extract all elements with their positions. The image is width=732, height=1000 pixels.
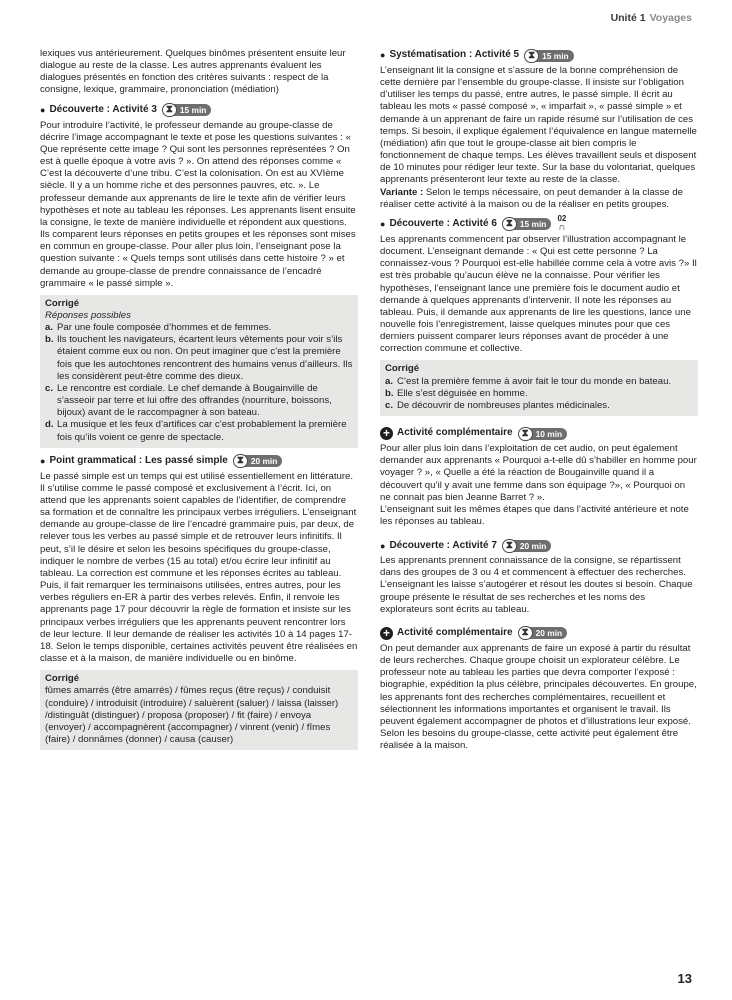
- section-heading-activite-5: [380, 48, 698, 63]
- variante-label: Variante :: [380, 186, 424, 198]
- duration-label: 20 min: [529, 627, 568, 639]
- section-title: Point grammatical : Les passé simple: [49, 455, 228, 467]
- duration-badge: [518, 626, 568, 640]
- corrige-title: Corrigé: [45, 673, 80, 685]
- duration-label: 15 min: [173, 104, 212, 116]
- section-paragraph: Les apprenants prennent connaissance de la consigne, se répartissent dans des groupes de 3 ou 4 et commencent à effectuer des recherches. L’enseignant les laisse s’autogérer et résout les doutes si besoin. Chaque groupe présente le résultat de ses recherches et les noms des explorateurs sont écrits au tableau.: [380, 555, 693, 615]
- section-paragraph: L’enseignant suit les mêmes étapes que dans l’activité antérieure et note les réponses au tableau.: [380, 503, 689, 527]
- hourglass-icon: ⧗: [162, 103, 177, 117]
- section-heading-activite-6: [380, 214, 698, 234]
- section-heading-activite-7: [380, 538, 698, 553]
- headphones-icon: ∩: [558, 222, 566, 234]
- audio-track-badge: [557, 215, 566, 233]
- intro-paragraph: lexiques vus antérieurement. Quelques binômes présentent ensuite leur dialogue au reste de la classe. Les autres apprenants évaluent les dialogues présentés en fonction des critères suivants : respect de la consigne, lexique, grammaire, prononciation (médiation): [40, 48, 346, 96]
- section-paragraph: Le passé simple est un temps qui est utilisé essentiellement en littérature. Il s’utilise comme le passé composé et exclusivement à l’écrit. Ici, on attend que les apprenants soient capables de l’identifier, de comprendre sa formation et de connaître les principaux verbes irréguliers. L’enseignant demande au groupe-classe de lire l’encadré grammaire puis, par deux, de relever tous les verbes au passé simple et de retrouver leurs infinitifs. Il peut, s’il le désire et selon les besoins spécifiques du groupe-classe, indiquer le nombre de verbes (15 au total) et/ou écrire leur infinitif au tableau. La correction est commune et les réponses écrites au tableau. Puis, il fait remarquer les terminaisons utilisées, entres autres, pour les verbes réguliers en-ER à partir des verbes relevés. Enfin, il renvoie les apprenants page 17 pour découvrir la règle de formation et insiste sur les principaux verbes irréguliers que les apprenants peuvent rencontrer lors de leur lecture. Il leur demande de réaliser les activités 10 à 14 pages 17-18. Selon le temps disponible, certaines activités peuvent être réalisées en classe et à la maison, de manière individuelle ou en binôme.: [40, 470, 358, 665]
- section-paragraph: Pour introduire l’activité, le professeur demande au groupe-classe de décrire l’image accompagnant le texte et pose les questions suivantes : « Que représente cette image ? Qui sont les personnes représentées ? On est à quelle époque à votre avis ? ». On attend des réponses comme « C’est la découverte d’une tribu. C’est la colonisation. On est au XVIème siècle. Il y a un homme riche et des personnes pauvres, etc. ». Le professeur demande aux apprenants de lire le texte afin de vérifier leurs hypothèses et note au tableau les réponses. Les apprenants lisent ensuite la consigne, le texte de manière individuelle et répondent aux questions. Ils comparent leurs réponses en petits groupes et les réponses sont mises en commun en groupe-classe. Pour aller plus loin, l’enseignant pose la question suivante : « Quels temps sont utilisés dans cette histoire ? » et demande au groupe-classe de prendre connaissance de l’encadré grammaire « le passé simple ».: [40, 119, 356, 289]
- bullet-icon: ●: [40, 105, 46, 116]
- unit-title: Voyages: [649, 12, 692, 24]
- duration-label: 20 min: [513, 540, 552, 552]
- answer-text: Elle s’est déguisée en homme.: [397, 387, 528, 399]
- answer-list: [45, 322, 353, 444]
- section-heading-grammaire: [40, 454, 358, 469]
- duration-label: 20 min: [244, 455, 283, 467]
- hourglass-icon: ⧗: [502, 217, 517, 231]
- hourglass-icon: ⧗: [518, 427, 533, 441]
- answer-letter: b.: [45, 334, 54, 346]
- section-paragraph: Pour aller plus loin dans l’exploitation de cet audio, on peut également demander aux apprenants « Pourquoi a-t-elle dû s’habiller en homme pour voyager ? », « Quelle a été la réaction de Bougainville quand il a découvert qu’il y avait une femme dans son équipage ?», « Pourquoi on ne connait pas bien Jeanne Barret ? ».: [380, 443, 697, 503]
- hourglass-icon: ⧗: [233, 454, 248, 468]
- variante-paragraph: [380, 187, 698, 211]
- answer-text: Ils touchent les navigateurs, écartent leurs vêtements pour voir s’ils étaient comme eux ou non. On peut imaginer que c’est la première fois que les autochtones rencontrent des humains venus d’ailleurs. Ils les considèrent peut-être comme des dieux.: [57, 334, 353, 382]
- unit-label: Unité 1: [610, 12, 646, 24]
- answer-text: C’est la première femme à avoir fait le tour du monde en bateau.: [397, 375, 672, 387]
- corrige-box: [40, 670, 358, 750]
- variante-text: Selon le temps nécessaire, on peut demander à la classe de réaliser cette activité à la maison ou de la réaliser en petits groupes.: [380, 186, 683, 210]
- hourglass-icon: ⧗: [524, 49, 539, 63]
- answer-item: [45, 383, 353, 419]
- section-paragraph: L’enseignant lit la consigne et s’assure de la bonne compréhension de cette dernière par l’ensemble du groupe-classe. Il insiste sur l’obligation d’utiliser les temps du passé, entre autres, le passé simple. Il écrit au tableau les mots « passé composé », « imparfait », « passé simple » et demande à un apprenant de faire un rapide résumé sur l’utilisation de ces temps. Si besoin, il explique également l’équivalence en langue maternelle (médiation) afin que tout le groupe-classe ait bien compris le fonctionnement de chaque temps. Les élèves travaillent seuls et disposent de 10 minutes pour rédiger leur texte. Sur la base du volontariat, quelques apprenants présenteront leur texte au reste de la classe.: [380, 65, 697, 186]
- bullet-icon: ●: [380, 219, 386, 230]
- answer-item: [385, 400, 693, 412]
- corrige-box: [380, 360, 698, 416]
- answer-letter: a.: [45, 322, 54, 334]
- section-heading-complementaire-2: [380, 626, 698, 641]
- plus-icon: +: [380, 627, 393, 640]
- answer-letter: c.: [385, 399, 394, 411]
- duration-label: 10 min: [529, 428, 568, 440]
- bullet-icon: ●: [40, 456, 46, 467]
- section-title: Activité complémentaire: [397, 627, 513, 639]
- track-number: 02: [557, 214, 567, 224]
- section-title: Découverte : Activité 3: [49, 104, 157, 116]
- duration-badge: [518, 427, 568, 441]
- answer-text: Par une foule composée d’hommes et de femmes.: [57, 322, 272, 334]
- left-column: [40, 48, 358, 753]
- section-title: Activité complémentaire: [397, 427, 513, 439]
- corrige-subtitle: Réponses possibles: [45, 309, 131, 321]
- answer-text: De découvrir de nombreuses plantes médicinales.: [397, 399, 610, 411]
- answer-letter: d.: [45, 419, 54, 431]
- answer-item: [385, 376, 693, 388]
- duration-badge: [524, 49, 574, 63]
- duration-label: 15 min: [513, 218, 552, 230]
- answer-item: [45, 419, 353, 443]
- page-header: [611, 12, 692, 24]
- plus-icon: +: [380, 427, 393, 440]
- answer-letter: c.: [45, 382, 54, 394]
- corrige-title: Corrigé: [385, 363, 420, 375]
- duration-badge: [162, 103, 212, 117]
- page-number: 13: [677, 971, 692, 986]
- bullet-icon: ●: [380, 540, 386, 551]
- right-column: [380, 48, 698, 752]
- section-paragraph: Les apprenants commencent par observer l’illustration accompagnant le document. L’enseignant demande : « Qui est cette personne ? La connaissez-vous ? Pourquoi est-elle habillée comme cela à votre avis ?» Il est très probable qu’aucun élève ne la connaisse. Pour vérifier les hypothèses, l’enseignant lance une première fois le document audio et demande à quelques apprenants d’intervenir. Il note les réponses au tableau. Puis, il demande aux apprenants de lire les questions, lance une nouvelle fois l’enregistrement, laisse quelques minutes pour que ces derniers puissent comparer leurs réponses avant de procéder à une correction commune et collective.: [380, 233, 697, 355]
- hourglass-icon: ⧗: [518, 626, 533, 640]
- corrige-title: Corrigé: [45, 297, 80, 309]
- answer-letter: a.: [385, 375, 394, 387]
- section-title: Découverte : Activité 7: [389, 539, 497, 551]
- answer-item: [385, 388, 693, 400]
- duration-label: 15 min: [535, 50, 574, 62]
- duration-badge: [502, 217, 552, 231]
- section-heading-activite-3: [40, 103, 358, 118]
- answer-item: [45, 322, 353, 334]
- duration-badge: [233, 454, 283, 468]
- corrige-text: fûmes amarrés (être amarrés) / fûmes reçus (être reçus) / conduisit (conduire) / introduisit (introduire) / saluèrent (saluer) / laissa (laisser) /distinguât (distinguer) / proposa (proposer) / fit (faire) / envoya (envoyer) / accompagnèrent (accompagner) / vinrent (venir) / fîmes (faire) / donnâmes (donner) / causa (causer): [45, 685, 339, 745]
- section-paragraph: On peut demander aux apprenants de faire un exposé à partir du résultat de leurs recherches. Chaque groupe choisit un explorateur célèbre. Le professeur note au tableau les parties que devra comporter l’exposé : biographie, expédition la plus célèbre, principales découvertes. En groupe, les apprenants font des recherches complémentaires, recueillent et sélectionnent les informations importantes et organisent le travail. Ils peuvent également accompagner de photos et d’illustrations leur exposé. Selon les besoins du groupe-classe, cette activité peut également être réalisée à la maison.: [380, 642, 697, 752]
- answer-letter: b.: [385, 387, 394, 399]
- answer-text: Le rencontre est cordiale. Le chef demande à Bougainville de s’asseoir par terre et lui offre des offrandes (nourriture, boissons, bijoux) avant de le raccompagner à son bateau.: [57, 382, 332, 419]
- answer-list: [385, 376, 693, 412]
- section-heading-complementaire-1: [380, 426, 698, 441]
- answer-item: [45, 334, 353, 383]
- section-title: Découverte : Activité 6: [389, 218, 497, 230]
- answer-text: La musique et les feux d’artifices car c’est probablement la première fois qu’ils voient ce genre de spectacle.: [57, 419, 347, 443]
- bullet-icon: ●: [380, 50, 386, 61]
- duration-badge: [502, 539, 552, 553]
- hourglass-icon: ⧗: [502, 539, 517, 553]
- corrige-box: [40, 295, 358, 448]
- section-title: Systématisation : Activité 5: [389, 49, 520, 61]
